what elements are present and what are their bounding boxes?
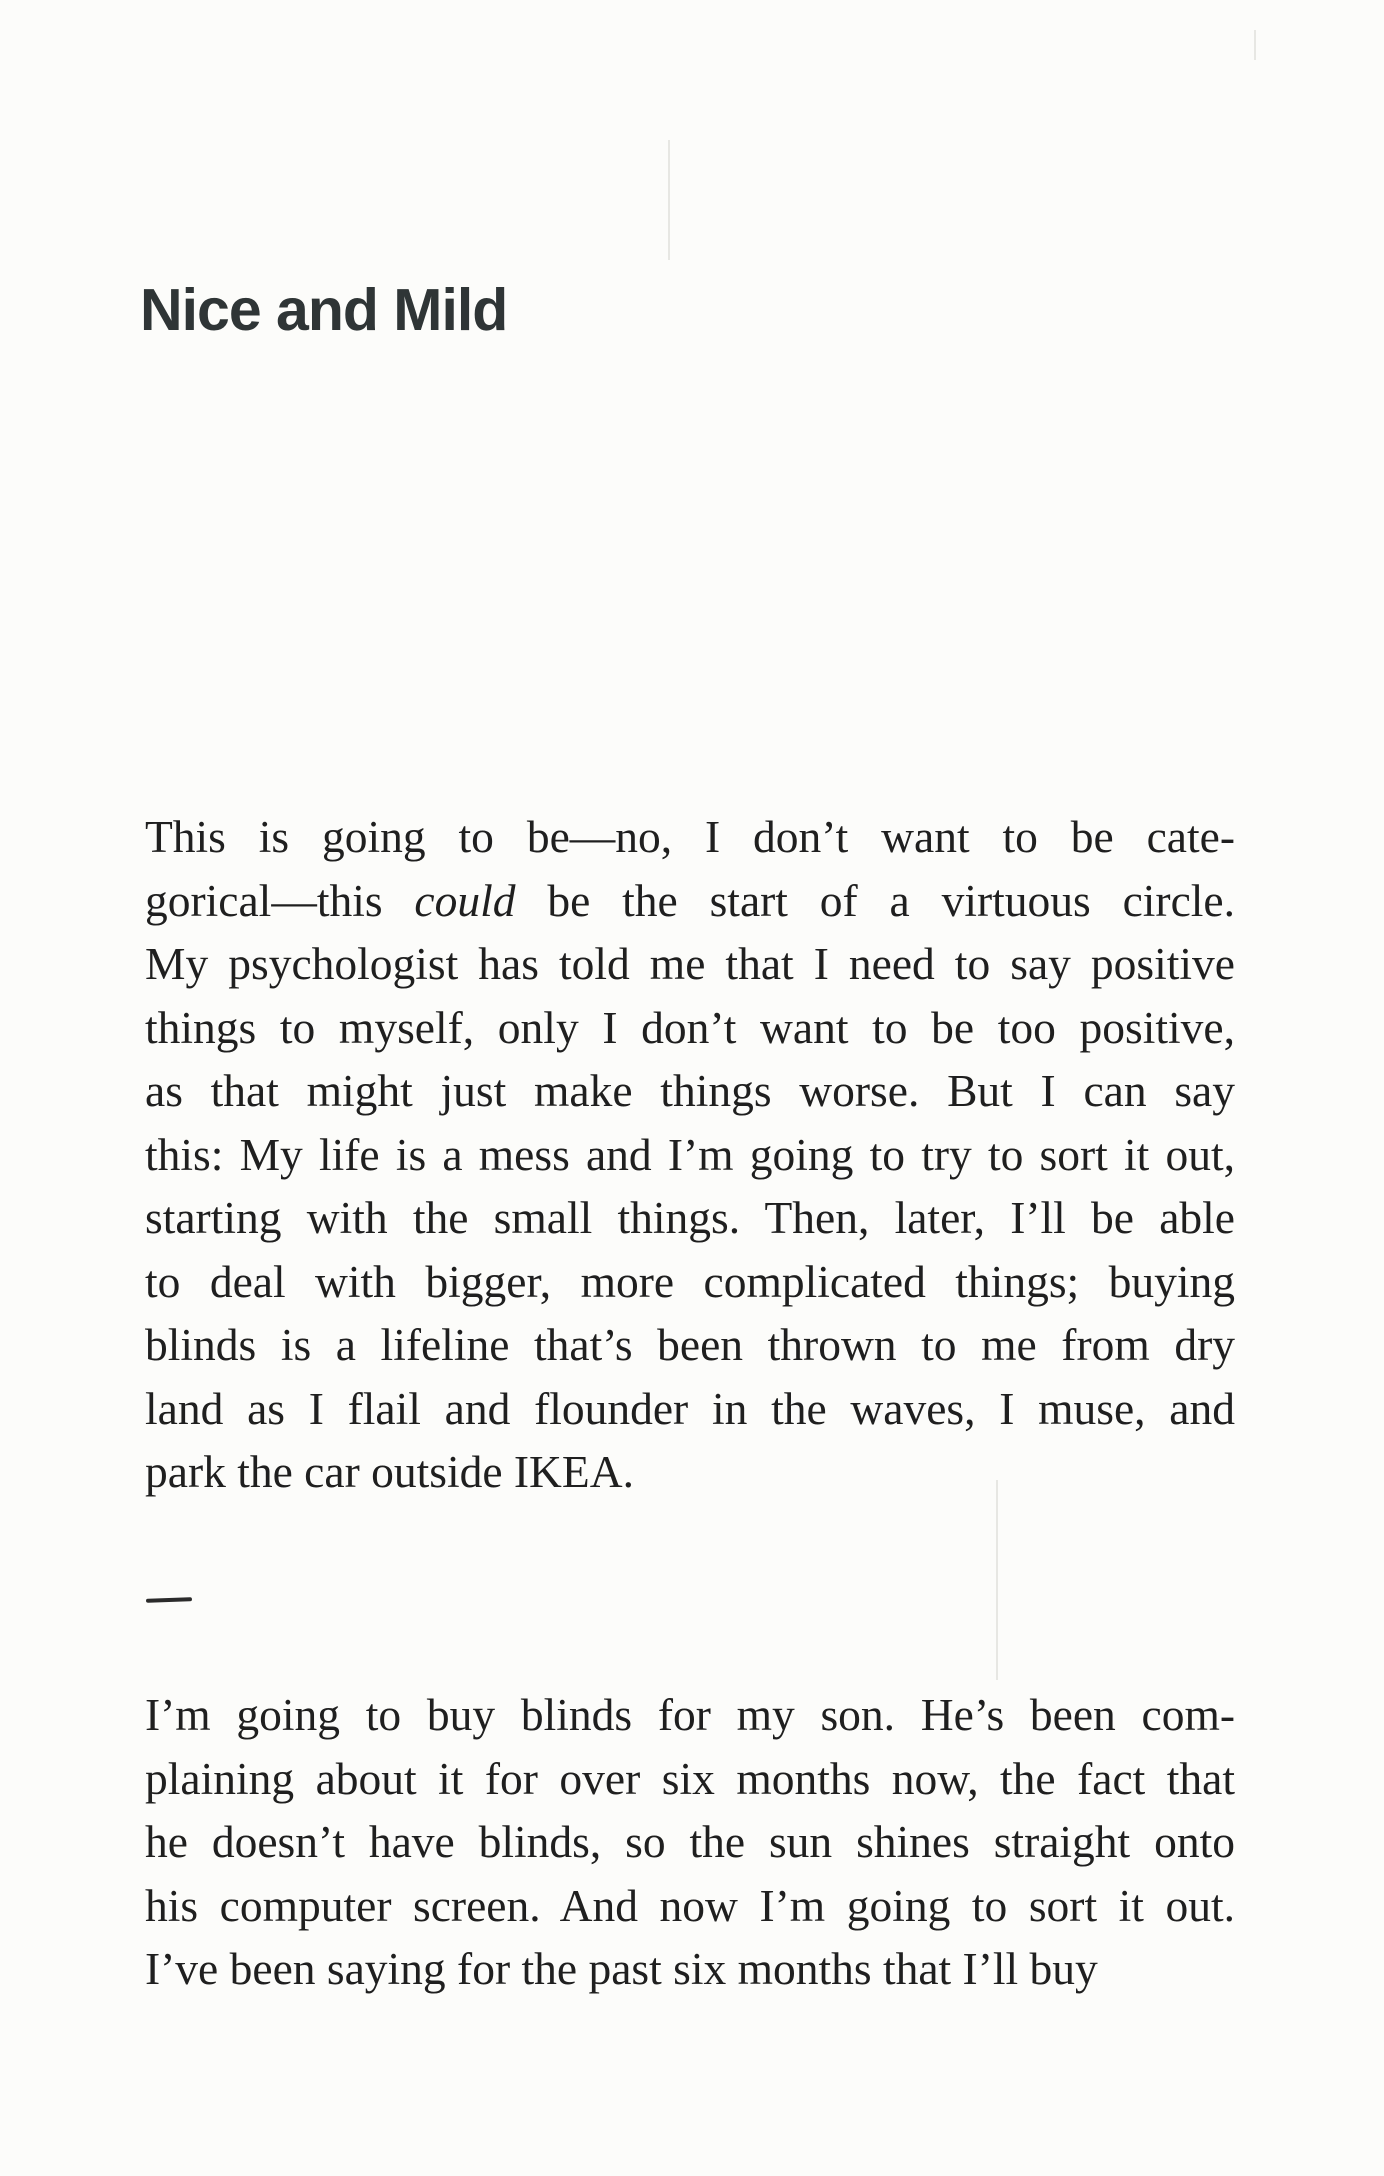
text-line: this: My life is a mess and I’m going to try to sort it out, [145, 1128, 1235, 1180]
body-paragraph-2 [145, 1683, 1235, 2001]
scan-artifact [996, 1480, 998, 1680]
text-line: gorical—this could be the start of a virtuous circle. [145, 874, 1235, 926]
text-line: I’ve been saying for the past six months that I’ll buy [145, 1943, 1098, 1994]
body-paragraph-1 [145, 805, 1235, 1504]
text-line: I’m going to buy blinds for my son. He’s been com- [145, 1689, 1235, 1740]
section-break-dash [146, 1597, 192, 1603]
text-line: blinds is a lifeline that’s been thrown to me from dry [145, 1319, 1235, 1370]
chapter-title: Nice and Mild [140, 277, 508, 343]
text-line: to deal with bigger, more complicated things; buying [145, 1255, 1235, 1307]
scan-artifact [1254, 30, 1256, 60]
text-line: land as I flail and flounder in the waves, I muse, and [145, 1382, 1235, 1434]
text-line: things to myself, only I don’t want to be too positive, [145, 1001, 1235, 1053]
text-line: starting with the small things. Then, later, I’ll be able [145, 1192, 1235, 1243]
text-line: This is going to be—no, I don’t want to be cate- [145, 811, 1235, 862]
text-line: plaining about it for over six months now, the fact that [145, 1752, 1235, 1804]
text-line: his computer screen. And now I’m going to sort it out. [145, 1879, 1235, 1931]
text-line: My psychologist has told me that I need to say positive [145, 938, 1235, 989]
text-line: as that might just make things worse. But I can say [145, 1065, 1235, 1116]
text-line: park the car outside IKEA. [145, 1446, 634, 1497]
text-line: he doesn’t have blinds, so the sun shines straight onto [145, 1816, 1235, 1867]
scan-artifact [668, 140, 670, 260]
